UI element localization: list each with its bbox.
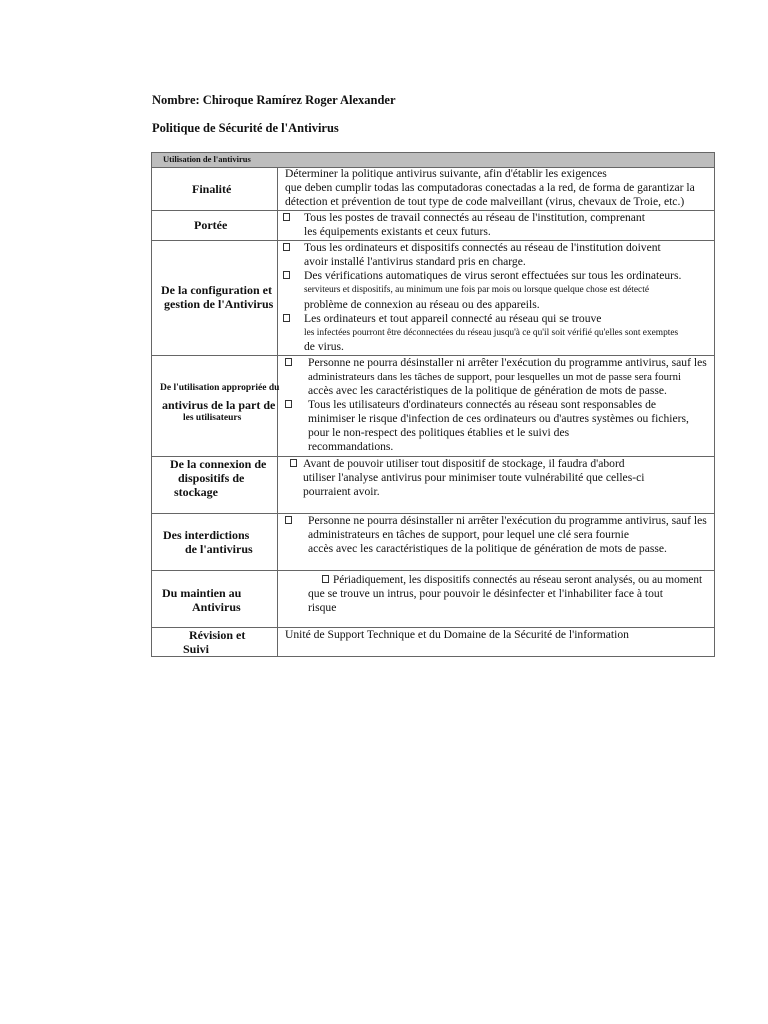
row-text-line: Périadiquement, les dispositifs connectés au réseau seront analysés, ou au moment — [333, 574, 703, 586]
row-label: stockage — [174, 485, 218, 499]
row-text-line: Tous les ordinateurs et dispositifs connectés au réseau de l'institution doivent — [304, 241, 661, 254]
bullet-icon — [283, 211, 293, 221]
row-text-line: pour le non-respect des politiques établies et le suivi des — [308, 426, 570, 439]
row-text-line: Tous les utilisateurs d'ordinateurs connectés au réseau sont responsables de — [308, 398, 657, 411]
bullet-icon — [285, 514, 295, 524]
table-header-label: Utilisation de l'antivirus — [163, 154, 251, 164]
table-row-connexion — [152, 457, 714, 514]
table-row-portee — [152, 211, 714, 241]
row-text-line: les infectées pourront être déconnectées du réseau jusqu'à ce qu'il soit vérifié qu'elles sont exemptes — [304, 328, 679, 338]
row-label: Antivirus — [192, 600, 241, 614]
bullet-icon — [283, 269, 293, 279]
bullet-icon — [322, 573, 332, 583]
row-label-cell — [152, 167, 278, 210]
row-label: Suivi — [183, 642, 210, 656]
row-label-cell — [152, 571, 278, 627]
table-row-maintien — [152, 571, 714, 628]
row-label: De la connexion de — [170, 457, 267, 471]
row-text-line: accès avec les caractéristiques de la politique de génération de mots de passe. — [308, 542, 667, 555]
row-label: les utilisateurs — [183, 413, 242, 423]
row-text-line: serviteurs et dispositifs, au minimum une fois par mois ou lorsque quelque chose est détecté — [304, 285, 649, 295]
document-title: Politique de Sécurité de l'Antivirus — [152, 121, 339, 135]
row-label: Révision et — [189, 628, 246, 642]
row-label-cell — [152, 514, 278, 570]
row-text-line: minimiser le risque d'infection de ces ordinateurs ou d'autres systèmes ou fichiers, — [308, 412, 689, 425]
bullet-icon — [285, 356, 295, 366]
row-label: gestion de l'Antivirus — [164, 297, 274, 311]
row-text-line: utiliser l'analyse antivirus pour minimiser toute vulnérabilité que celles-ci — [303, 471, 645, 484]
row-text-line: Avant de pouvoir utiliser tout dispositif de stockage, il faudra d'abord — [303, 457, 625, 470]
row-text-line: Des vérifications automatiques de virus seront effectuées sur tous les ordinateurs. — [304, 269, 682, 282]
bullet-icon — [283, 312, 293, 322]
row-text-line: Déterminer la politique antivirus suivante, afin d'établir les exigences — [285, 167, 607, 180]
row-label: antivirus de la part de — [162, 398, 276, 412]
row-text-line: administrateurs en tâches de support, pour lequel une clé sera fournie — [308, 528, 629, 541]
row-text-line: que deben cumplir todas las computadoras conectadas a la red, de forma de garantizar la — [285, 181, 695, 194]
row-label: dispositifs de — [178, 471, 245, 485]
row-label: Des interdictions — [163, 528, 250, 542]
row-text-line: Personne ne pourra désinstaller ni arrêter l'exécution du programme antivirus, sauf les — [308, 514, 707, 527]
row-text-line: accès avec les caractéristiques de la politique de génération de mots de passe. — [308, 384, 667, 397]
table-row-utilisation — [152, 356, 714, 457]
row-text-line: Personne ne pourra désinstaller ni arrêter l'exécution du programme antivirus, sauf les — [308, 356, 707, 369]
row-text-line: que se trouve un intrus, pour pouvoir le désinfecter et l'inhabiliter face à tout — [308, 587, 663, 600]
row-text-line: détection et prévention de tout type de code malveillant (virus, chevaux de Troie, etc.) — [285, 195, 685, 208]
author-name: Nombre: Chiroque Ramírez Roger Alexander — [152, 93, 396, 107]
table-header-row — [152, 153, 714, 168]
row-text-line: les équipements existants et ceux futurs. — [304, 225, 491, 238]
row-label: Finalité — [192, 182, 232, 196]
row-label-cell — [152, 628, 278, 656]
row-label: de l'antivirus — [185, 542, 253, 556]
bullet-icon — [283, 241, 293, 251]
row-text-line: avoir installé l'antivirus standard pris en charge. — [304, 255, 526, 268]
table-row-interdictions — [152, 514, 714, 571]
row-label-cell — [152, 457, 278, 513]
row-text-line: administrateurs dans les tâches de support, pour lesquelles un mot de passe sera fourni — [308, 371, 681, 383]
row-text-line: pourraient avoir. — [303, 485, 380, 498]
table-row-revision — [152, 628, 714, 656]
row-text-line: de virus. — [304, 340, 344, 353]
bullet-icon — [285, 398, 295, 408]
table-row-finalite — [152, 167, 714, 211]
bullet-icon — [290, 457, 300, 467]
row-text-line: recommandations. — [308, 440, 394, 453]
policy-table — [151, 152, 715, 657]
row-text-line: risque — [308, 601, 337, 614]
row-label-cell — [152, 356, 278, 456]
row-label-cell — [152, 211, 278, 240]
row-label: Portée — [194, 218, 228, 232]
row-label: De la configuration et — [161, 283, 272, 297]
row-text-line: Unité de Support Technique et du Domaine de la Sécurité de l'information — [285, 628, 629, 641]
row-label: Du maintien au — [162, 586, 242, 600]
row-text-line: Tous les postes de travail connectés au réseau de l'institution, comprenant — [304, 211, 645, 224]
row-label-cell — [152, 241, 278, 355]
row-label: De l'utilisation appropriée du — [160, 383, 280, 393]
row-text-line: Les ordinateurs et tout appareil connecté au réseau qui se trouve — [304, 312, 602, 325]
row-text-line: problème de connexion au réseau ou des appareils. — [304, 298, 540, 311]
table-row-configuration — [152, 241, 714, 356]
